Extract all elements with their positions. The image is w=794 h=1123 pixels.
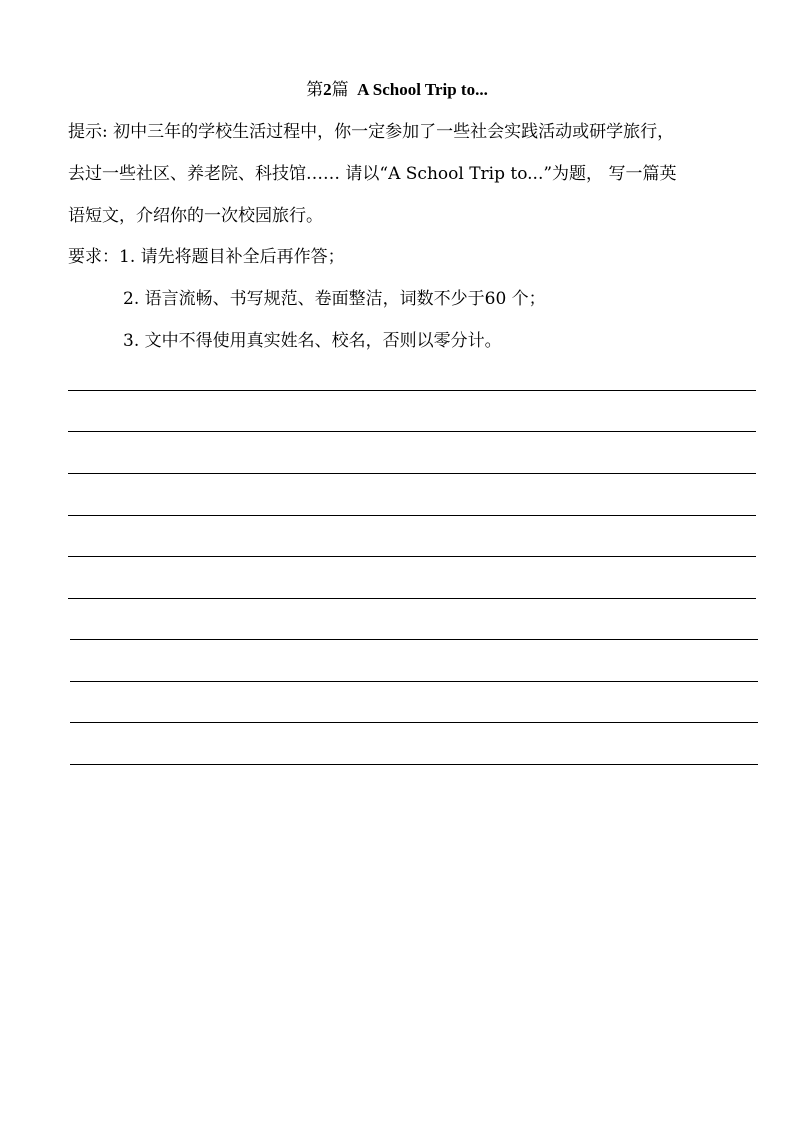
requirements-block [68,236,546,362]
writing-line[interactable] [68,390,756,391]
title-suffix: 篇 [331,80,349,99]
writing-line[interactable] [68,556,756,557]
writing-line[interactable] [68,598,756,599]
writing-line[interactable] [68,515,756,516]
prompt-line: 语短文，介绍你的一次校园旅行。 [68,206,323,226]
prompt-paragraph [68,111,738,237]
title-english: A School Trip to... [357,80,488,99]
requirements-label: 要求： [68,247,119,267]
prompt-line: 去过一些社区、养老院、科技馆…… 请以“A School Trip to...”为题， 写一篇英 [68,164,677,184]
requirement-item: 1. 请先将题目补全后再作答； [119,247,345,267]
title-prefix: 第 [306,80,324,99]
essay-title [0,78,794,102]
prompt-line: 提示: 初中三年的学校生活过程中，你一定参加了一些社会实践活动或研学旅行， [68,122,675,142]
requirement-item: 2. 语言流畅、书写规范、卷面整洁，词数不少于60 个； [123,289,546,309]
writing-line[interactable] [68,431,756,432]
writing-line[interactable] [68,473,756,474]
requirement-row [68,236,546,278]
requirement-item: 3. 文中不得使用真实姓名、校名，否则以零分计。 [123,331,502,351]
writing-line[interactable] [70,722,758,723]
writing-line[interactable] [70,681,758,682]
writing-line[interactable] [70,764,758,765]
writing-line[interactable] [70,639,758,640]
title-number: 2 [323,80,332,99]
